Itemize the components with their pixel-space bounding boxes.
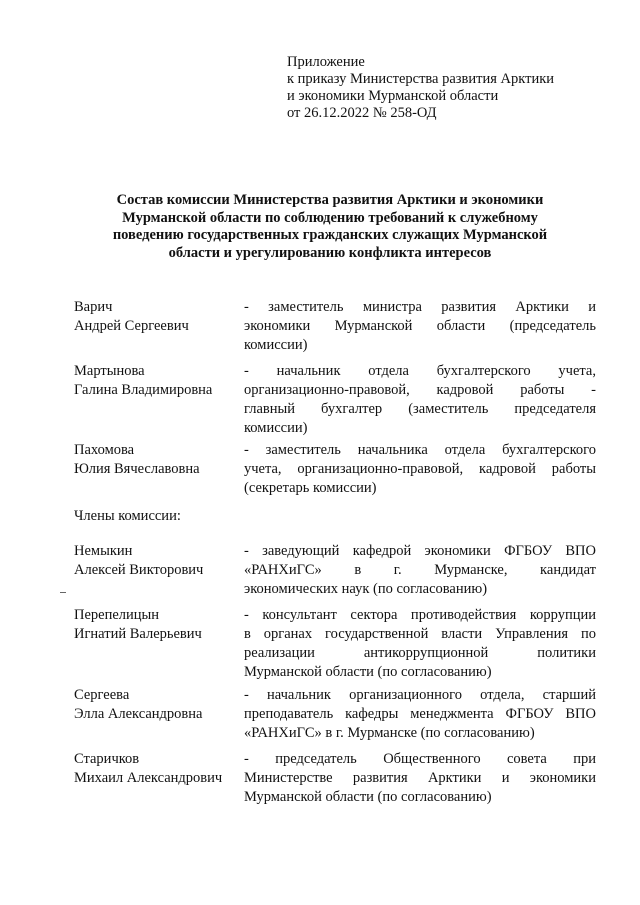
member-role	[244, 298, 596, 355]
member-role	[244, 441, 596, 498]
appendix-header	[287, 54, 554, 122]
role-line: комиссии)	[244, 420, 308, 436]
role-line: «РАНХиГС» в г. Мурманске (по согласованию)	[244, 725, 535, 741]
member-given-name: Элла Александровна	[74, 706, 203, 722]
member-name	[74, 750, 244, 788]
appendix-line: и экономики Мурманской области	[287, 88, 499, 104]
members-label: Члены комиссии:	[74, 508, 181, 524]
member-role	[244, 362, 596, 438]
member-role	[244, 542, 596, 599]
member-surname: Варич	[74, 299, 113, 315]
member-name	[74, 542, 244, 580]
role-line: - заместитель начальника отдела бухгалтерского	[244, 442, 596, 458]
member-given-name: Алексей Викторович	[74, 562, 204, 578]
member-given-name: Михаил Александрович	[74, 770, 223, 786]
member-name	[74, 298, 244, 336]
role-line: - председатель Общественного совета при	[244, 751, 596, 767]
appendix-line: к приказу Министерства развития Арктики	[287, 71, 555, 87]
role-line: учета, организационно-правовой, кадровой работы	[244, 461, 596, 477]
title-line: поведению государственных гражданских служащих Мурманской	[112, 227, 548, 243]
title-line: области и урегулированию конфликта интересов	[168, 244, 492, 261]
appendix-line: Приложение	[287, 54, 365, 70]
role-line: (секретарь комиссии)	[244, 480, 377, 496]
role-line: - начальник отдела бухгалтерского учета,	[244, 363, 596, 379]
role-line: - консультант сектора противодействия коррупции	[244, 607, 596, 623]
role-line: главный бухгалтер (заместитель председателя	[244, 401, 596, 417]
member-role	[244, 686, 596, 743]
role-line: в органах государственной власти Управления по	[244, 626, 596, 642]
role-line: Мурманской области (по согласованию)	[244, 664, 492, 680]
member-surname: Пахомова	[74, 442, 135, 458]
member-surname: Немыкин	[74, 543, 133, 559]
role-line: экономики Мурманской области (председатель	[244, 318, 596, 334]
member-surname: Мартынова	[74, 363, 145, 379]
document-title	[100, 192, 560, 262]
role-line: «РАНХиГС» в г. Мурманске, кандидат	[244, 562, 596, 578]
role-line: экономических наук (по согласованию)	[244, 581, 488, 597]
member-surname: Старичков	[74, 751, 140, 767]
member-name	[74, 606, 244, 644]
member-name	[74, 362, 244, 400]
member-given-name: Андрей Сергеевич	[74, 318, 189, 334]
role-line: Мурманской области (по согласованию)	[244, 789, 492, 805]
role-line: Министерстве развития Арктики и экономики	[244, 770, 596, 786]
member-role	[244, 606, 596, 682]
role-line: комиссии)	[244, 337, 308, 353]
appendix-line: от 26.12.2022 № 258-ОД	[287, 105, 437, 121]
member-name	[74, 441, 244, 479]
member-name	[74, 686, 244, 724]
member-role	[244, 750, 596, 807]
role-line: преподаватель кафедры менеджмента ФГБОУ ВПО	[244, 706, 596, 722]
title-line: Мурманской области по соблюдению требований к служебному	[122, 209, 538, 226]
member-given-name: Игнатий Валерьевич	[74, 626, 202, 642]
title-line: Состав комиссии Министерства развития Арктики и экономики	[116, 192, 544, 208]
role-line: организационно-правовой, кадровой работы -	[244, 382, 596, 398]
role-line: - заведующий кафедрой экономики ФГБОУ ВПО	[244, 543, 596, 559]
member-given-name: Галина Владимировна	[74, 382, 213, 398]
scan-mark	[60, 592, 66, 593]
role-line: - начальник организационного отдела, старший	[244, 687, 596, 703]
member-surname: Сергеева	[74, 687, 130, 703]
member-given-name: Юлия Вячеславовна	[74, 461, 200, 477]
role-line: - заместитель министра развития Арктики и	[244, 299, 596, 315]
role-line: реализации антикоррупционной политики	[244, 645, 596, 661]
member-surname: Перепелицын	[74, 607, 160, 623]
